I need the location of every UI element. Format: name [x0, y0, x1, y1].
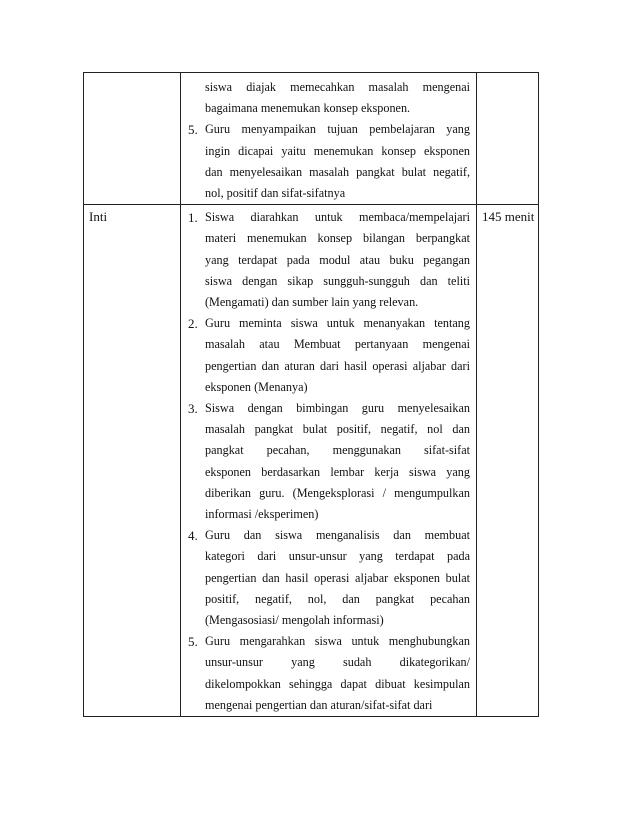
step-text-line: informasi /eksperimen) [205, 507, 319, 522]
step-number: 4. [188, 528, 198, 544]
activity-step [181, 77, 476, 119]
step-text-line: pangkat pecahan, menggunakan sifat-sifat [205, 443, 470, 458]
activity-cell [181, 205, 477, 717]
step-text-line: pengertian dan aturan dari hasil operasi aljabar dari [205, 358, 470, 373]
activity-list [181, 205, 476, 716]
step-number: 5. [188, 634, 198, 650]
step-text-line: unsur-unsur yang sudah dikategorikan/ [205, 655, 470, 670]
step-text-line: diberikan guru. (Mengeksplorasi / mengumpulkan [205, 485, 470, 500]
activity-cell [181, 73, 477, 205]
activity-list [181, 77, 476, 204]
step-text-line: ingin dicapai yaitu menemukan konsep eksponen [205, 143, 470, 158]
step-number: 3. [188, 401, 198, 417]
step-text-line: dan menyelesaikan masalah pangkat bulat negatif, [205, 164, 470, 179]
table-row [84, 205, 539, 717]
stage-cell [84, 73, 181, 205]
step-text-line: siswa dengan sikap sungguh-sungguh dan teliti [205, 273, 470, 288]
step-text-line: positif, negatif, nol, dan pangkat pecahan [205, 591, 470, 606]
activity-step [181, 119, 476, 204]
activity-step [181, 207, 476, 313]
step-text-line: eksponen berdasarkan lembar kerja siswa yang [205, 464, 470, 479]
step-text-line: yang terdapat pada modul atau buku pegangan [205, 252, 470, 267]
step-text-line: nol, positif dan sifat-sifatnya [205, 186, 346, 201]
step-text-line: Guru mengarahkan siswa untuk menghubungkan [205, 634, 470, 649]
step-text-line: Guru menyampaikan tujuan pembelajaran yang [205, 122, 470, 137]
activity-step [181, 631, 476, 716]
step-number: 2. [188, 316, 198, 332]
stage-cell: Inti [84, 205, 181, 717]
step-text-line: mengenai pengertian dan aturan/sifat-sifat dari [205, 697, 433, 712]
step-text-line: Siswa diarahkan untuk membaca/mempelajari [205, 210, 470, 225]
step-number: 5. [188, 122, 198, 138]
duration-cell [477, 73, 539, 205]
activity-step [181, 525, 476, 631]
step-text-line: (Mengasosiasi/ mengolah informasi) [205, 613, 384, 628]
step-text-line: dikelompokkan sehingga dapat dibuat kesimpulan [205, 676, 470, 691]
table-body [84, 73, 539, 717]
activity-step [181, 398, 476, 525]
step-text-line: Guru meminta siswa untuk menanyakan tentang [205, 316, 470, 331]
lesson-plan-table [83, 72, 539, 717]
step-text-line: kategori dari unsur-unsur yang terdapat pada [205, 549, 470, 564]
activity-step [181, 313, 476, 398]
step-text-line: bagaimana menemukan konsep eksponen. [205, 101, 411, 116]
step-text-line: Siswa dengan bimbingan guru menyelesaikan [205, 401, 470, 416]
duration-cell: 145 menit [477, 205, 539, 717]
step-text-line: siswa diajak memecahkan masalah mengenai [205, 80, 470, 94]
step-number: 1. [188, 210, 198, 226]
step-text-line: eksponen (Menanya) [205, 379, 308, 394]
step-text-line: (Mengamati) dan sumber lain yang relevan. [205, 295, 419, 310]
step-text-line: pengertian dan hasil operasi aljabar eksponen bulat [205, 570, 470, 585]
step-text-line: Guru dan siswa menganalisis dan membuat [205, 528, 470, 543]
table-row [84, 73, 539, 205]
step-text-line: masalah atau Membuat pertanyaan mengenai [205, 337, 470, 352]
step-text-line: materi menemukan konsep bilangan berpangkat [205, 231, 470, 246]
step-text-line: masalah pangkat bulat positif, negatif, nol dan [205, 422, 470, 437]
